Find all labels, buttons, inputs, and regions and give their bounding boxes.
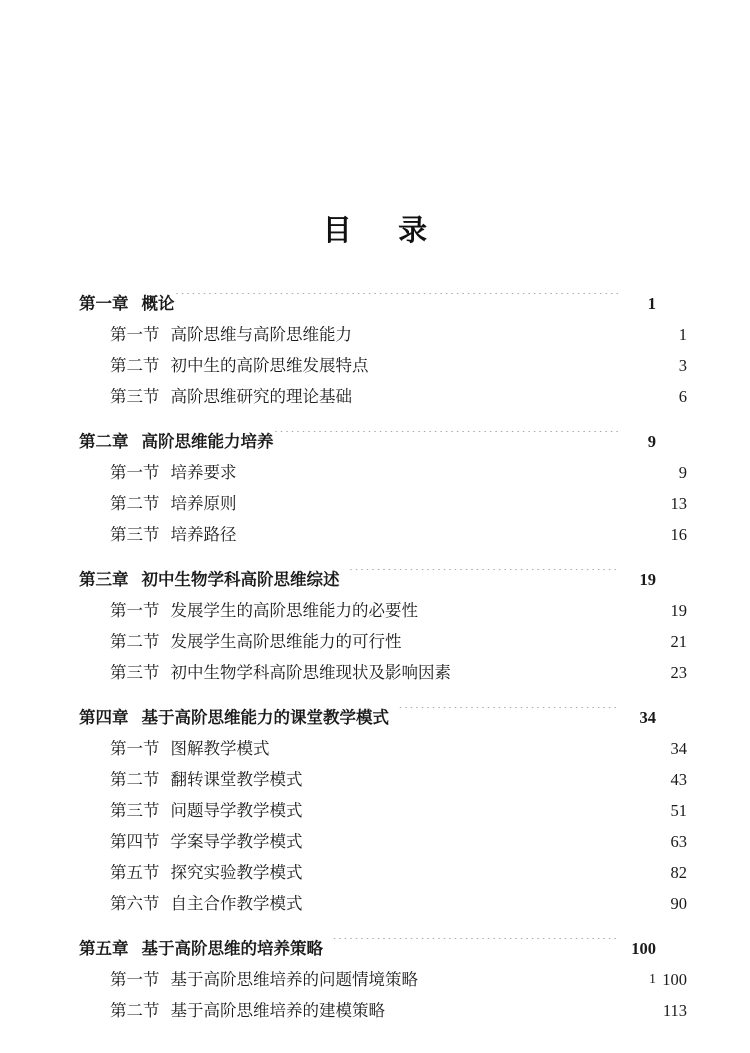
section-number: 第二节: [110, 1001, 160, 1020]
toc-section-row[interactable]: [79, 995, 687, 1026]
page-number-value: 9: [678, 463, 687, 482]
page-number-value: 90: [670, 894, 687, 913]
section-number: 第一节: [110, 601, 160, 620]
section-title: 高阶思维与高阶思维能力: [170, 325, 352, 344]
toc-chapter-row[interactable]: [79, 426, 656, 457]
page-number-value: 23: [670, 663, 687, 682]
page-number-value: 63: [670, 832, 687, 851]
chapter-number: 第五章: [79, 939, 129, 958]
toc-chapter-group: [79, 564, 687, 688]
toc-section-row[interactable]: [79, 626, 687, 657]
page-number-value: 82: [670, 863, 687, 882]
page-number: 1: [649, 972, 656, 987]
dot-leader: [349, 569, 620, 586]
dot-leader: [352, 324, 650, 341]
section-number: 第一节: [110, 970, 160, 989]
toc-section-row[interactable]: [79, 457, 687, 488]
toc-section-row[interactable]: [79, 888, 687, 919]
toc-section-row[interactable]: [79, 826, 687, 857]
section-number: 第五节: [110, 863, 160, 882]
section-number: 第二节: [110, 632, 160, 651]
dot-leader: [246, 524, 651, 541]
section-number: 第二节: [110, 494, 160, 513]
section-number: 第三节: [110, 801, 160, 820]
dot-leader: [312, 862, 651, 879]
page-number-value: 100: [662, 970, 687, 989]
toc-section-row[interactable]: [79, 350, 687, 381]
dot-leader: [312, 893, 651, 910]
section-number: 第三节: [110, 387, 160, 406]
toc-section-row[interactable]: [79, 657, 687, 688]
dot-leader: [398, 707, 619, 724]
page-number-value: 1: [678, 325, 687, 344]
page-number-value: 3: [678, 356, 687, 375]
page-number-value: 21: [670, 632, 687, 651]
toc-section-row[interactable]: [79, 764, 687, 795]
section-number: 第一节: [110, 739, 160, 758]
page-number-value: 34: [639, 708, 656, 727]
page-number-value: 100: [631, 939, 656, 958]
page-number-value: 13: [670, 494, 687, 513]
toc-section-row[interactable]: [79, 595, 687, 626]
toc-chapter-row[interactable]: [79, 564, 656, 595]
dot-leader: [246, 493, 651, 510]
section-number: 第四节: [110, 832, 160, 851]
toc-chapter-row[interactable]: [79, 702, 656, 733]
page-title: 目 录: [322, 215, 436, 247]
toc-section-row[interactable]: [79, 488, 687, 519]
section-title: 图解教学模式: [170, 739, 270, 758]
chapter-number: 第二章: [79, 432, 129, 451]
dot-leader: [369, 355, 651, 372]
section-title: 培养路径: [170, 525, 237, 544]
chapter-title: 概论: [141, 294, 175, 313]
dot-leader: [352, 386, 650, 403]
section-title: 培养原则: [170, 494, 237, 513]
section-title: 发展学生高阶思维能力的可行性: [170, 632, 402, 651]
page-number-value: 19: [670, 601, 687, 620]
section-title: 自主合作教学模式: [170, 894, 303, 913]
chapter-number: 第三章: [79, 570, 129, 589]
toc-chapter-group: [79, 426, 687, 550]
page-number-value: 16: [670, 525, 687, 544]
page-number-value: 43: [670, 770, 687, 789]
section-title: 探究实验教学模式: [170, 863, 303, 882]
toc-section-row[interactable]: [79, 381, 687, 412]
section-title: 问题导学教学模式: [170, 801, 303, 820]
page-number-value: 19: [639, 570, 656, 589]
section-title: 学案导学教学模式: [170, 832, 303, 851]
dot-leader: [460, 662, 650, 679]
chapter-title: 初中生物学科高阶思维综述: [141, 570, 340, 589]
section-title: 发展学生的高阶思维能力的必要性: [170, 601, 418, 620]
toc-chapter-row[interactable]: [79, 933, 656, 964]
table-of-contents: [79, 288, 687, 1026]
dot-leader: [385, 1000, 650, 1017]
section-title: 初中生的高阶思维发展特点: [170, 356, 369, 375]
chapter-title: 高阶思维能力培养: [141, 432, 274, 451]
dot-leader: [312, 800, 651, 817]
page-number-value: 51: [670, 801, 687, 820]
section-number: 第三节: [110, 663, 160, 682]
chapter-number: 第四章: [79, 708, 129, 727]
dot-leader: [274, 431, 620, 448]
page-number-value: 1: [647, 294, 656, 313]
section-title: 翻转课堂教学模式: [170, 770, 303, 789]
chapter-number: 第一章: [79, 294, 129, 313]
page-number-value: 34: [670, 739, 687, 758]
section-number: 第三节: [110, 525, 160, 544]
page-number-value: 9: [647, 432, 656, 451]
section-number: 第一节: [110, 325, 160, 344]
toc-section-row[interactable]: [79, 795, 687, 826]
dot-leader: [279, 738, 651, 755]
section-number: 第二节: [110, 356, 160, 375]
dot-leader: [237, 462, 651, 479]
dot-leader: [175, 293, 620, 310]
section-title: 培养要求: [170, 463, 237, 482]
dot-leader: [332, 938, 619, 955]
toc-chapter-group: [79, 288, 687, 412]
dot-leader: [312, 831, 651, 848]
section-number: 第二节: [110, 770, 160, 789]
page-number-value: 6: [678, 387, 687, 406]
chapter-title: 基于高阶思维能力的课堂教学模式: [141, 708, 389, 727]
dot-leader: [411, 631, 651, 648]
toc-section-row[interactable]: [79, 519, 687, 550]
section-title: 基于高阶思维培养的建模策略: [170, 1001, 385, 1020]
section-title: 基于高阶思维培养的问题情境策略: [170, 970, 418, 989]
toc-section-row[interactable]: [79, 319, 687, 350]
chapter-title: 基于高阶思维的培养策略: [141, 939, 323, 958]
section-number: 第一节: [110, 463, 160, 482]
section-title: 高阶思维研究的理论基础: [170, 387, 352, 406]
toc-chapter-group: [79, 702, 687, 919]
dot-leader: [312, 769, 651, 786]
dot-leader: [427, 600, 650, 617]
toc-section-row[interactable]: [79, 733, 687, 764]
section-number: 第六节: [110, 894, 160, 913]
section-title: 初中生物学科高阶思维现状及影响因素: [170, 663, 451, 682]
toc-chapter-row[interactable]: [79, 288, 656, 319]
page-number-value: 113: [662, 1001, 687, 1020]
toc-section-row[interactable]: [79, 857, 687, 888]
